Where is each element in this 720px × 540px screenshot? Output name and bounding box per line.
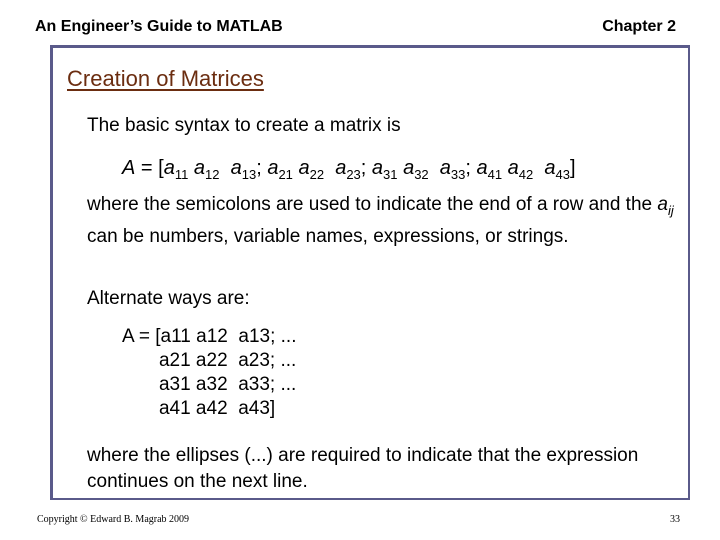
matrix-line-3: a31 a32 a33; ...	[122, 374, 297, 395]
intro-text: The basic syntax to create a matrix is	[87, 115, 401, 136]
matrix-line-1: A = [a11 a12 a13; ...	[122, 326, 297, 347]
explanation-paragraph	[87, 192, 677, 250]
matrix-block	[122, 325, 296, 421]
slide-title: Creation of Matrices	[67, 66, 264, 91]
ellipses-paragraph: where the ellipses (...) are required to indicate that the expression continues on the next line.	[87, 445, 639, 492]
header-left-title: An Engineer’s Guide to MATLAB	[35, 18, 283, 35]
copyright-text: Copyright © Edward B. Magrab 2009	[37, 514, 190, 525]
page-number: 33	[670, 514, 680, 525]
matrix-line-2: a21 a22 a23; ...	[122, 350, 297, 371]
explanation-part-2: can be numbers, variable names, expressions, or strings.	[87, 225, 569, 247]
header-chapter: Chapter 2	[602, 18, 676, 35]
explanation-var: a	[657, 194, 668, 215]
matrix-line-4: a41 a42 a43]	[122, 398, 276, 419]
alternate-heading: Alternate ways are:	[87, 288, 250, 309]
explanation-sub: ij	[667, 202, 674, 218]
matrix-formula: $A = [a_{11}$ $a_{12}$ $a_{13}$; $a_{21}$ $a_{22}$ $a_{23}$; $a_{31}$ $a_{32}$ $a_{33}$; $a_{41}$ $a_{42}$ $a_{43}$]	[122, 157, 576, 182]
explanation-part-1: where the semicolons are used to indicate the end of a row and the	[87, 194, 658, 215]
